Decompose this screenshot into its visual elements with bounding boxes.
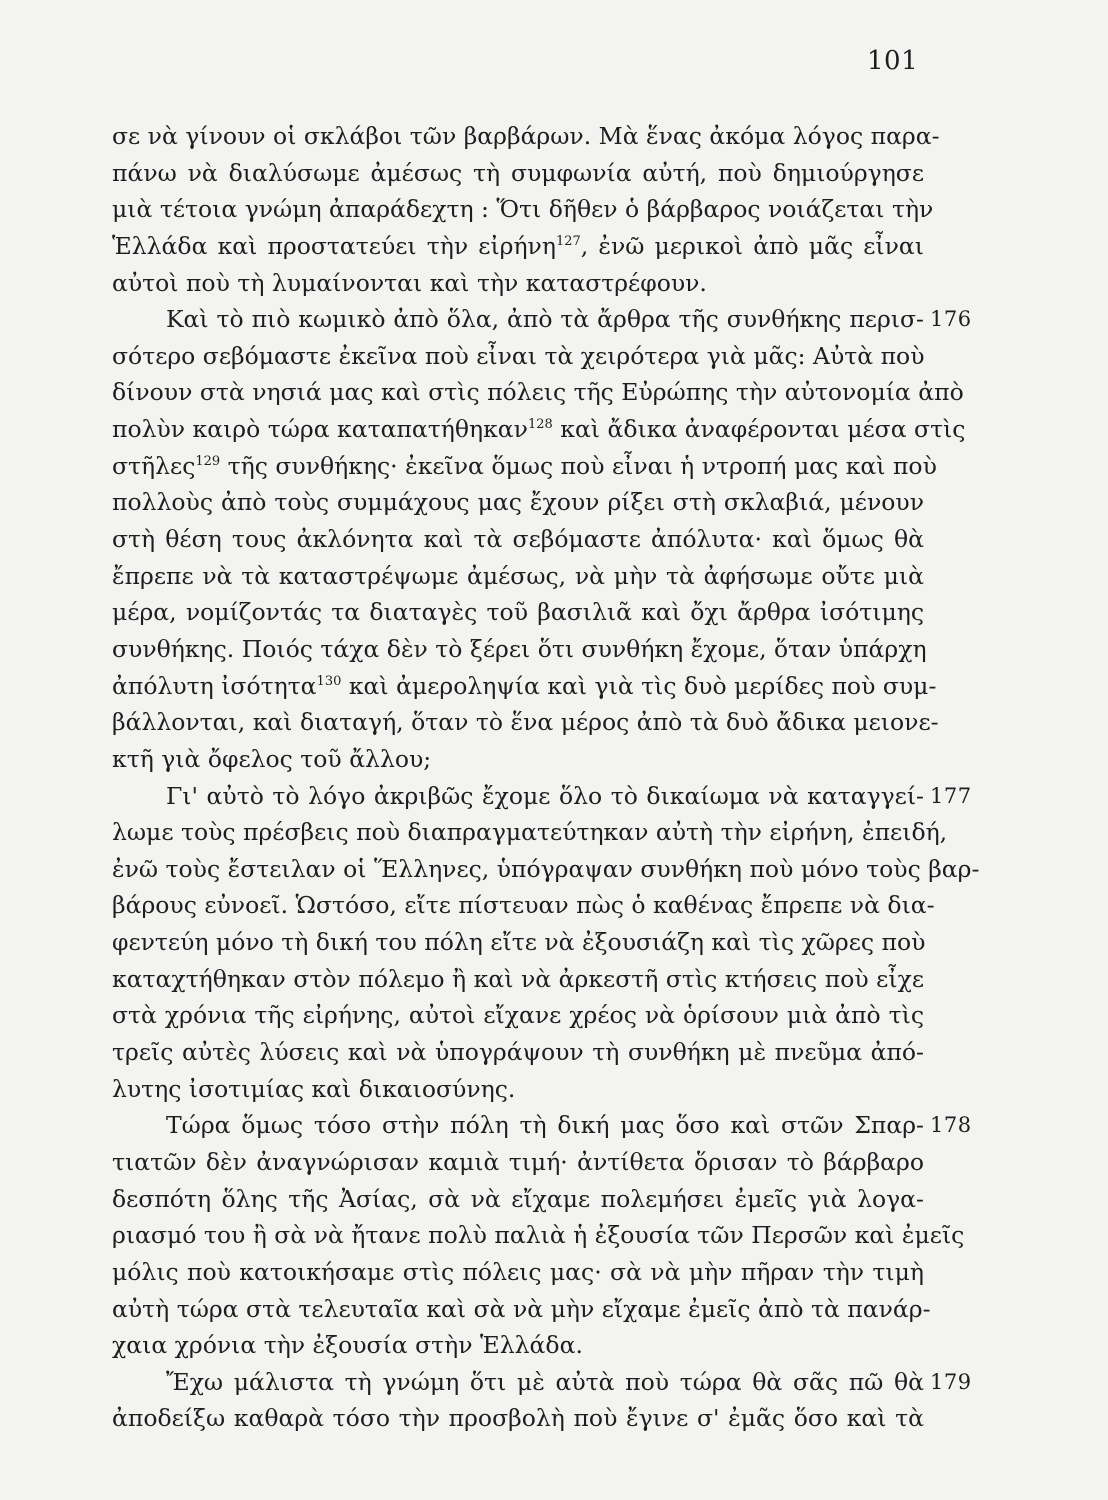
footnote-reference: 129	[195, 453, 221, 469]
text-line	[112, 1291, 931, 1328]
text-segment: λωμε τοὺς πρέσβεις ποὺ διαπραγματεύτηκαν αὐτὴ τὴν εἰρήνη, ἐπειδή,	[112, 818, 948, 847]
text-line	[112, 961, 924, 998]
text-line	[112, 1254, 924, 1291]
text-segment: δεσπότη ὅλης τῆς Ἀσίας, σὰ νὰ εἴχαμε πολεμήσει ἐμεῖς γιὰ λογα-	[112, 1184, 924, 1213]
text-line	[112, 851, 980, 888]
text-segment: δίνουν στὰ νησιά μας καὶ στὶς πόλεις τῆς Εὐρώπης τὴν αὐτονομία ἀπὸ	[112, 378, 964, 407]
text-line	[112, 887, 935, 924]
text-segment: ριασμό του ἢ σὰ νὰ ἤτανε πολὺ παλιὰ ἡ ἐξουσία τῶν Περσῶν καὶ ἐμεῖς	[112, 1221, 965, 1250]
text-segment: βάλλονται, καὶ διαταγή, ὅταν τὸ ἕνα μέρος ἀπὸ τὰ δυὸ ἄδικα μειονε-	[112, 708, 939, 737]
text-line	[112, 1107, 972, 1144]
text-segment: Γι' αὐτὸ τὸ λόγο ἀκριβῶς ἔχομε ὅλο τὸ δικαίωμα νὰ καταγγεί-	[166, 781, 924, 810]
text-line	[112, 155, 924, 192]
section-margin-number: 176	[930, 307, 972, 332]
text-segment: καὶ ἄδικα ἀναφέρονται μέσα στὶς	[552, 415, 966, 444]
text-line	[112, 484, 924, 521]
text-line	[112, 1327, 924, 1364]
text-segment: αὐτοὶ ποὺ τὴ λυμαίνονται καὶ τὴν καταστρέφουν.	[112, 268, 707, 297]
text-segment: στὰ χρόνια τῆς εἰρήνης, αὐτοὶ εἴχανε χρέος νὰ ὁρίσουν μιὰ ἀπὸ τὶς	[112, 1001, 924, 1030]
text-segment: κτῆ γιὰ ὄφελος τοῦ ἄλλου;	[112, 744, 432, 773]
text-segment: μέρα, νομίζοντάς τα διαταγὲς τοῦ βασιλιᾶ καὶ ὄχι ἄρθρα ἰσότιμης	[112, 598, 924, 627]
text-segment: καὶ ἀμεροληψία καὶ γιὰ τὶς δυὸ μερίδες ποὺ συμ-	[341, 671, 937, 700]
page-number: 101	[867, 46, 919, 76]
text-segment: βάρους εὐνοεῖ. Ὡστόσο, εἴτε πίστευαν πὼς ὁ καθένας ἔπρεπε νὰ δια-	[112, 891, 935, 920]
text-segment: Τώρα ὅμως τόσο στὴν πόλη τὴ δική μας ὅσο καὶ στῶν Σπαρ-	[166, 1111, 924, 1140]
text-segment: φεντεύη μόνο τὴ δική του πόλη εἴτε νὰ ἐξουσιάζη καὶ τὶς χῶρες ποὺ	[112, 928, 926, 957]
text-line	[112, 778, 972, 815]
text-line	[112, 448, 937, 485]
text-segment: στῆλες	[112, 451, 196, 480]
text-line	[112, 228, 924, 265]
text-segment: πάνω νὰ διαλύσωμε ἀμέσως τὴ συμφωνία αὐτή, ποὺ δημιούργησε	[112, 158, 924, 187]
text-line	[112, 1217, 965, 1254]
text-line	[112, 338, 924, 375]
text-segment: Ἔχω μάλιστα τὴ γνώμη ὅτι μὲ αὐτὰ ποὺ τώρα θὰ σᾶς πῶ θὰ	[166, 1367, 924, 1396]
text-line	[112, 668, 937, 705]
text-line	[112, 704, 939, 741]
text-segment: λυτης ἰσοτιμίας καὶ δικαιοσύνης.	[112, 1074, 516, 1103]
page-text-body	[112, 118, 980, 1437]
text-line	[112, 374, 964, 411]
text-line	[112, 741, 924, 778]
text-segment: στὴ θέση τους ἀκλόνητα καὶ τὰ σεβόμαστε ἀπόλυτα· καὶ ὅμως θὰ	[112, 525, 924, 554]
text-segment: πολλοὺς ἀπὸ τοὺς συμμάχους μας ἔχουν ρίξει στὴ σκλαβιά, μένουν	[112, 488, 924, 517]
text-line	[112, 265, 924, 302]
text-line	[112, 558, 924, 595]
text-line	[112, 814, 948, 851]
text-line	[112, 924, 924, 961]
text-segment: ἀποδείξω καθαρὰ τόσο τὴν προσβολὴ ποὺ ἔγινε σ' ἐμᾶς ὅσο καὶ τὰ	[112, 1404, 924, 1433]
section-margin-number: 177	[930, 783, 972, 808]
text-line	[112, 118, 940, 155]
text-line	[112, 521, 924, 558]
text-line	[112, 411, 966, 448]
text-segment: σε νὰ γίνουν οἱ σκλάβοι τῶν βαρβάρων. Μὰ ἕνας ἀκόμα λόγος παρα-	[112, 122, 940, 150]
text-segment: ἔπρεπε νὰ τὰ καταστρέψωμε ἀμέσως, νὰ μὴν τὰ ἀφήσωμε οὔτε μιὰ	[112, 561, 924, 590]
text-line	[112, 997, 924, 1034]
text-line	[112, 1400, 924, 1437]
text-segment: Καὶ τὸ πιὸ κωμικὸ ἀπὸ ὅλα, ἀπὸ τὰ ἄρθρα τῆς συνθήκης περισ-	[166, 305, 924, 334]
text-segment: πολὺν καιρὸ τώρα καταπατήθηκαν	[112, 415, 528, 444]
text-segment: μιὰ τέτοια γνώμη ἀπαράδεχτη : Ὅτι δῆθεν ὁ βάρβαρος νοιάζεται τὴν	[112, 195, 934, 224]
footnote-reference: 130	[316, 673, 342, 689]
text-segment: αὐτὴ τώρα στὰ τελευταῖα καὶ σὰ νὰ μὴν εἴχαμε ἐμεῖς ἀπὸ τὰ πανάρ-	[112, 1294, 931, 1323]
footnote-reference: 128	[527, 417, 553, 433]
text-line	[112, 1034, 924, 1071]
text-line	[112, 301, 972, 338]
text-line	[112, 1364, 972, 1401]
text-line	[112, 191, 934, 228]
text-segment: τιατῶν δὲν ἀναγνώρισαν καμιὰ τιμή· ἀντίθετα ὅρισαν τὸ βάρβαρο	[112, 1147, 924, 1176]
text-segment: χαια χρόνια τὴν ἐξουσία στὴν Ἑλλάδα.	[112, 1331, 583, 1360]
text-segment: , ἐνῶ μερικοὶ ἀπὸ μᾶς εἶναι	[580, 231, 925, 260]
text-segment: ἐνῶ τοὺς ἔστειλαν οἱ Ἕλληνες, ὑπόγραψαν συνθήκη ποὺ μόνο τοὺς βαρ-	[112, 854, 980, 883]
text-line	[112, 1181, 924, 1218]
text-segment: τρεῖς αὐτὲς λύσεις καὶ νὰ ὑπογράψουν τὴ συνθήκη μὲ πνεῦμα ἀπό-	[112, 1038, 924, 1067]
section-margin-number: 178	[930, 1113, 972, 1138]
text-segment: καταχτήθηκαν στὸν πόλεμο ἢ καὶ νὰ ἀρκεστῆ στὶς κτήσεις ποὺ εἶχε	[112, 964, 924, 993]
text-segment: ἀπόλυτη ἰσότητα	[112, 671, 317, 700]
text-segment: σότερο σεβόμαστε ἐκεῖνα ποὺ εἶναι τὰ χειρότερα γιὰ μᾶς: Αὐτὰ ποὺ	[112, 341, 925, 370]
text-segment: τῆς συνθήκης· ἐκεῖνα ὅμως ποὺ εἶναι ἡ ντροπή μας καὶ ποὺ	[220, 451, 937, 480]
text-line	[112, 1071, 924, 1108]
text-line	[112, 631, 927, 668]
footnote-reference: 127	[555, 234, 581, 250]
text-segment: συνθήκης. Ποιός τάχα δὲν τὸ ξέρει ὅτι συνθήκη ἔχομε, ὅταν ὑπάρχη	[112, 634, 927, 663]
text-segment: μόλις ποὺ κατοικήσαμε στὶς πόλεις μας· σὰ νὰ μὴν πῆραν τὴν τιμὴ	[112, 1257, 924, 1286]
section-margin-number: 179	[930, 1369, 972, 1394]
text-segment: Ἑλλάδα καὶ προστατεύει τὴν εἰρήνη	[112, 231, 556, 260]
text-line	[112, 594, 924, 631]
text-line	[112, 1144, 924, 1181]
